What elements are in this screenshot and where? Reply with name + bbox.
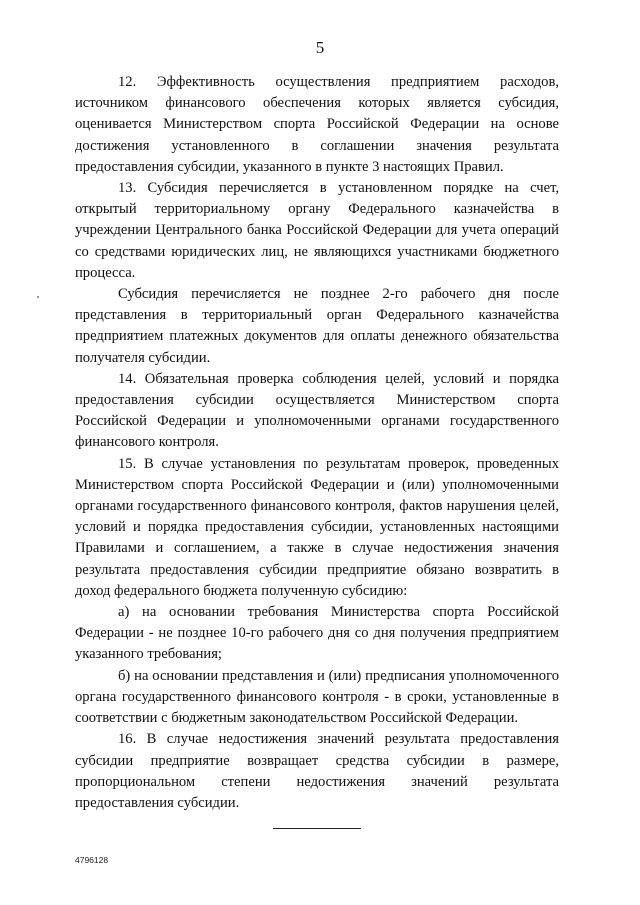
page-number: 5 [315, 38, 325, 57]
margin-mark [37, 296, 39, 298]
end-divider [273, 828, 361, 829]
paragraph-15-item-b: б) на основании представления и (или) предписания уполномоченного органа государственного финансового контроля - в сроки, установленные в соответствии с бюджетным законодательством Российской Федерации. [75, 667, 559, 727]
document-body [75, 72, 559, 814]
document-code: 4796128 [75, 855, 109, 865]
paragraph-13-transfer: Субсидия перечисляется не позднее 2-го рабочего дня после представления в территориальный орган Федерального казначейства предприятием платежных документов для оплаты денежного обязательства получателя субсидии. [75, 286, 559, 366]
paragraph-12: 12. Эффективность осуществления предприятием расходов, источником финансового обеспечения которых является субсидия, оценивается Министерством спорта Российской Федерации на основе достижения установленного в соглашении значения результата предоставления субсидии, указанного в пункте 3 настоящих Правил. [75, 74, 559, 175]
paragraph-16: 16. В случае недостижения значений результата предоставления субсидии предприятие возвращает средства субсидии в размере, пропорциональном степени недостижения значений результата предоставления субсидии. [75, 731, 559, 811]
paragraph-13: 13. Субсидия перечисляется в установленном порядке на счет, открытый территориальному органу Федерального казначейства в учреждении Центрального банка Российской Федерации для учета операций со средствами юридических лиц, не являющихся участниками бюджетного процесса. [75, 180, 559, 281]
paragraph-15: 15. В случае установления по результатам проверок, проведенных Министерством спорта Российской Федерации и (или) уполномоченными органами государственного финансового контроля, фактов нарушения целей, условий и порядка предоставления субсидии, установленных настоящими Правилами и соглашением, а также в случае недостижения значения результата предоставления субсидии предприятие обязано возвратить в доход федерального бюджета полученную субсидию: [75, 455, 559, 599]
paragraph-14: 14. Обязательная проверка соблюдения целей, условий и порядка предоставления субсидии осуществляется Министерством спорта Российской Федерации и уполномоченными органами государственного финансового контроля. [75, 370, 559, 451]
paragraph-15-item-a: а) на основании требования Министерства спорта Российской Федерации - не позднее 10-го рабочего дня со дня получения предприятием указанного требования; [75, 604, 559, 663]
